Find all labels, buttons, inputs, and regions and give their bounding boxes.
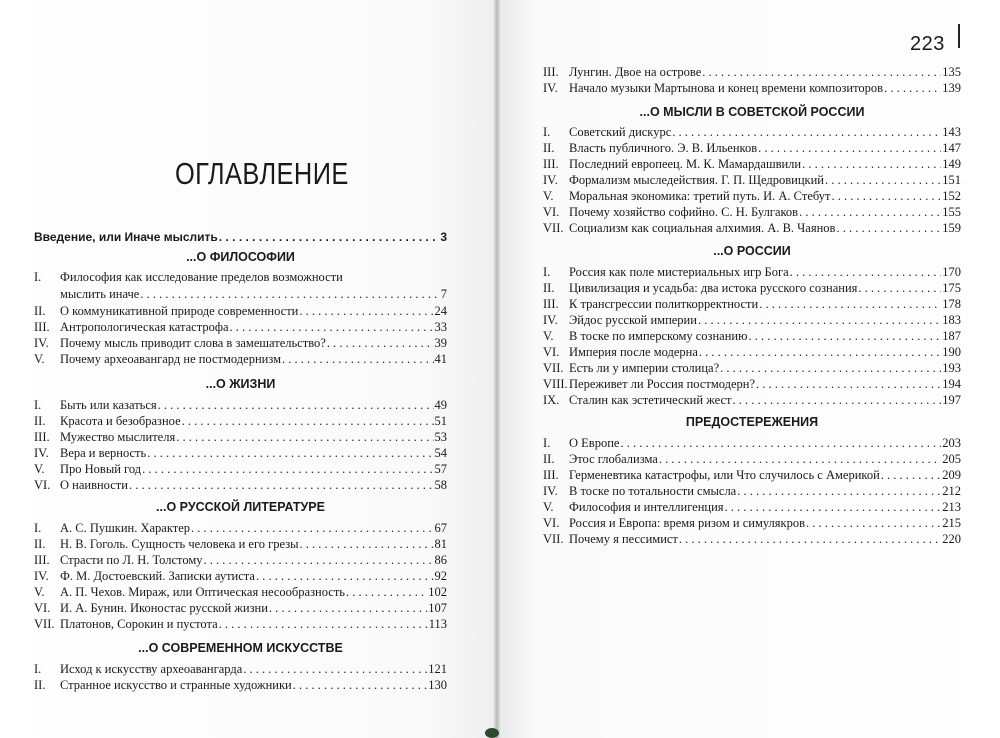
leader-dots	[230, 319, 434, 335]
toc-entry	[34, 677, 447, 693]
entry-number: IV.	[34, 569, 49, 583]
leader-dots	[884, 80, 941, 96]
leader-dots	[129, 477, 434, 493]
entry-title: Вера и верность	[60, 446, 147, 460]
section-heading: ПРЕДОСТЕРЕЖЕНИЯ	[685, 415, 819, 429]
toc-entry	[34, 536, 447, 552]
entry-title: Сталин как эстетический жест	[569, 393, 732, 407]
section-heading: ...О СОВРЕМЕННОМ ИСКУССТВЕ	[138, 641, 343, 655]
leader-dots	[140, 286, 439, 302]
entry-page: 39	[434, 336, 447, 350]
toc-entry	[34, 445, 447, 461]
entry-page: 152	[942, 189, 961, 203]
leader-dots	[825, 172, 941, 188]
entry-page: 107	[428, 601, 447, 615]
entry-title: Власть публичного. Э. В. Ильенков	[569, 141, 758, 155]
entry-page: 33	[434, 320, 447, 334]
entry-number: III.	[543, 468, 559, 482]
page-number-rule	[958, 24, 960, 48]
entry-title: Цивилизация и усадьба: два истока русского сознания	[569, 281, 858, 295]
entry-title: О коммуникативной природе современности	[60, 304, 299, 318]
entry-title: Почему я пессимист	[569, 532, 678, 546]
entry-page: 205	[942, 452, 961, 466]
toc-entry	[543, 140, 961, 156]
toc-entry	[34, 600, 447, 616]
leader-dots	[679, 531, 941, 547]
leader-dots	[219, 229, 440, 245]
entry-number: VI.	[543, 345, 560, 359]
entry-page: 147	[942, 141, 961, 155]
toc-entry	[543, 296, 961, 312]
entry-title: Введение, или Иначе мыслить	[34, 230, 218, 244]
entry-number: V.	[543, 500, 554, 514]
toc-entry	[543, 124, 961, 140]
entry-page: 220	[942, 532, 961, 546]
leader-dots	[831, 188, 941, 204]
leader-dots	[142, 461, 433, 477]
leader-dots	[219, 616, 428, 632]
entry-title: Почему хозяйство софийно. С. Н. Булгаков	[569, 205, 799, 219]
leader-dots	[191, 520, 433, 536]
entry-number: III.	[543, 157, 559, 171]
entry-number: IV.	[543, 81, 558, 95]
entry-page: 24	[434, 304, 447, 318]
section-heading: ...О МЫСЛИ В СОВЕТСКОЙ РОССИИ	[639, 105, 865, 119]
entry-page: 86	[434, 553, 447, 567]
toc-entry	[34, 351, 447, 367]
leader-dots	[204, 552, 434, 568]
section-heading: ...О РОССИИ	[713, 244, 791, 258]
ink-blot	[485, 728, 499, 738]
entry-number: IV.	[543, 173, 558, 187]
entry-title: Россия как поле мистериальных игр Бога	[569, 265, 789, 279]
toc-entry	[543, 435, 961, 451]
leader-dots	[759, 296, 941, 312]
entry-title: Эйдос русской империи	[569, 313, 697, 327]
entry-page: 209	[942, 468, 961, 482]
entry-title: О наивности	[60, 478, 128, 492]
entry-page: 151	[942, 173, 961, 187]
toc-entry	[34, 461, 447, 477]
entry-title: Страсти по Л. Н. Толстому	[60, 553, 203, 567]
leader-dots	[881, 467, 941, 483]
entry-page: 135	[942, 65, 961, 79]
leader-dots	[300, 536, 434, 552]
leader-dots	[327, 335, 434, 351]
section-heading: ...О ФИЛОСОФИИ	[186, 250, 295, 264]
toc-entry	[34, 229, 447, 245]
leader-dots	[836, 220, 941, 236]
entry-title: Почему мысль приводит слова в замешательство?	[60, 336, 326, 350]
leader-dots	[790, 264, 942, 280]
entry-title: Империя после модерна	[569, 345, 698, 359]
entry-page: 183	[942, 313, 961, 327]
leader-dots	[147, 445, 433, 461]
leader-dots	[802, 156, 941, 172]
section-heading: ...О РУССКОЙ ЛИТЕРАТУРЕ	[156, 500, 325, 514]
leader-dots	[737, 483, 941, 499]
entry-page: 212	[942, 484, 961, 498]
leader-dots	[748, 328, 941, 344]
leader-dots	[620, 435, 941, 451]
leader-dots	[182, 413, 434, 429]
entry-number: III.	[543, 297, 559, 311]
toc-entry	[34, 303, 447, 319]
entry-page: 81	[434, 537, 447, 551]
entry-number: III.	[543, 65, 559, 79]
toc-entry	[543, 204, 961, 220]
entry-title: Почему археоавангард не постмодернизм	[60, 352, 282, 366]
toc-entry	[34, 616, 447, 632]
entry-title: В тоске по тотальности смысла	[569, 484, 737, 498]
toc-entry	[543, 451, 961, 467]
entry-number: I.	[543, 436, 551, 450]
leader-dots	[256, 568, 434, 584]
entry-title: Исход к искусству археоавангарда	[60, 662, 243, 676]
entry-page: 187	[942, 329, 961, 343]
entry-title: Советский дискурс	[569, 125, 672, 139]
entry-title: Мужество мыслителя	[60, 430, 176, 444]
leader-dots	[282, 351, 433, 367]
toc-entry	[543, 360, 961, 376]
entry-page: 113	[428, 617, 447, 631]
toc-entry	[34, 520, 447, 536]
leader-dots	[299, 303, 433, 319]
leader-dots	[672, 124, 941, 140]
entry-page: 58	[434, 478, 447, 492]
entry-number: VII.	[543, 361, 564, 375]
entry-page: 203	[942, 436, 961, 450]
leader-dots	[293, 677, 428, 693]
entry-title: В тоске по имперскому сознанию	[569, 329, 748, 343]
leader-dots	[699, 344, 941, 360]
entry-page: 51	[434, 414, 447, 428]
entry-title: О Европе	[569, 436, 620, 450]
entry-number: VIII.	[543, 377, 568, 391]
entry-number: II.	[34, 414, 46, 428]
entry-number: I.	[543, 265, 551, 279]
toc-entry	[34, 335, 447, 351]
entry-number: V.	[543, 329, 554, 343]
leader-dots	[659, 451, 941, 467]
entry-page: 178	[942, 297, 961, 311]
entry-title: Есть ли у империи столица?	[569, 361, 720, 375]
entry-page: 41	[434, 352, 447, 366]
entry-number: IX.	[543, 393, 560, 407]
toc-entry	[543, 220, 961, 236]
entry-number: VII.	[543, 532, 564, 546]
entry-page: 7	[440, 287, 447, 301]
entry-page: 213	[942, 500, 961, 514]
entry-title: И. А. Бунин. Иконостас русской жизни	[60, 601, 268, 615]
entry-number: II.	[34, 537, 46, 551]
entry-page: 121	[428, 662, 447, 676]
entry-page: 57	[434, 462, 447, 476]
entry-number: V.	[34, 352, 45, 366]
entry-title: Лунгин. Двое на острове	[569, 65, 702, 79]
entry-title: Философия как исследование пределов возможности	[60, 270, 343, 284]
entry-number: II.	[543, 452, 555, 466]
entry-title: Последний европеец. М. К. Мамардашвили	[569, 157, 802, 171]
toc-entry	[34, 319, 447, 335]
toc-entry	[543, 264, 961, 280]
entry-title: К трансгрессии политкорректности	[569, 297, 759, 311]
entry-number: VII.	[34, 617, 55, 631]
entry-title: Начало музыки Мартынова и конец времени композиторов	[569, 81, 884, 95]
entry-number: II.	[34, 678, 46, 692]
toc-entry	[543, 188, 961, 204]
leader-dots	[758, 140, 941, 156]
entry-number: VI.	[543, 205, 560, 219]
entry-page: 102	[428, 585, 447, 599]
entry-page: 54	[434, 446, 447, 460]
entry-number: III.	[34, 320, 50, 334]
toc-entry	[34, 286, 447, 302]
leader-dots	[176, 429, 433, 445]
entry-number: III.	[34, 430, 50, 444]
entry-number: II.	[543, 141, 555, 155]
entry-page: 159	[942, 221, 961, 235]
entry-page: 92	[434, 569, 447, 583]
leader-dots	[806, 515, 941, 531]
entry-page: 190	[942, 345, 961, 359]
entry-number: V.	[34, 462, 45, 476]
entry-title: Красота и безобразное	[60, 414, 181, 428]
toc-entry	[34, 552, 447, 568]
toc-entry	[543, 344, 961, 360]
entry-page: 53	[434, 430, 447, 444]
toc-entry	[543, 467, 961, 483]
toc-entry	[543, 328, 961, 344]
leader-dots	[698, 312, 941, 328]
leader-dots	[269, 600, 427, 616]
entry-page: 49	[434, 398, 447, 412]
toc-entry	[543, 483, 961, 499]
toc-entry	[543, 499, 961, 515]
entry-page: 215	[942, 516, 961, 530]
entry-number: I.	[543, 125, 551, 139]
leader-dots	[346, 584, 427, 600]
entry-number: IV.	[543, 484, 558, 498]
entry-title: А. П. Чехов. Мираж, или Оптическая несообразность	[60, 585, 345, 599]
entry-page: 139	[942, 81, 961, 95]
entry-title: Про Новый год	[60, 462, 142, 476]
leader-dots	[702, 64, 941, 80]
entry-number: VI.	[34, 478, 51, 492]
leader-dots	[756, 376, 941, 392]
entry-title: Герменевтика катастрофы, или Что случилось с Америкой	[569, 468, 880, 482]
leader-dots	[725, 499, 942, 515]
entry-number: VI.	[543, 516, 560, 530]
leader-dots	[733, 392, 942, 408]
entry-number: V.	[34, 585, 45, 599]
toc-entry	[34, 413, 447, 429]
entry-number: III.	[34, 553, 50, 567]
toc-entry	[543, 376, 961, 392]
entry-page: 130	[428, 678, 447, 692]
entry-number: I.	[34, 662, 42, 676]
entry-page: 197	[942, 393, 961, 407]
toc-entry	[543, 280, 961, 296]
entry-title: Философия и интеллигенция	[569, 500, 724, 514]
toc-entry	[543, 64, 961, 80]
toc-entry	[543, 312, 961, 328]
toc-entry	[543, 172, 961, 188]
entry-title: мыслить иначе	[60, 287, 140, 301]
entry-number: V.	[543, 189, 554, 203]
entry-title: Быть или казаться	[60, 398, 157, 412]
entry-title: А. С. Пушкин. Характер	[60, 521, 191, 535]
entry-number: VII.	[543, 221, 564, 235]
toc-entry	[543, 531, 961, 547]
toc-entry	[34, 429, 447, 445]
entry-title: Моральная экономика: третий путь. И. А. Стебут	[569, 189, 831, 203]
entry-page: 175	[942, 281, 961, 295]
entry-title: Формализм мыследействия. Г. П. Щедровицкий	[569, 173, 824, 187]
toc-entry	[543, 156, 961, 172]
page-number: 223	[910, 33, 945, 55]
entry-number: IV.	[34, 336, 49, 350]
entry-title-line1	[34, 269, 343, 285]
leader-dots	[799, 204, 941, 220]
entry-page: 149	[942, 157, 961, 171]
leader-dots	[243, 661, 427, 677]
entry-number: I.	[34, 398, 42, 412]
entry-number: II.	[34, 304, 46, 318]
toc-entry	[34, 568, 447, 584]
toc-entry	[543, 392, 961, 408]
entry-page: 170	[942, 265, 961, 279]
entry-page: 155	[942, 205, 961, 219]
entry-page: 143	[942, 125, 961, 139]
section-heading: ...О ЖИЗНИ	[205, 377, 276, 391]
entry-title: Россия и Европа: время ризом и симулякров	[569, 516, 806, 530]
toc-entry	[34, 584, 447, 600]
entry-number: I.	[34, 270, 42, 284]
entry-page: 3	[440, 230, 447, 244]
toc-title: ОГЛАВЛЕНИЕ	[175, 156, 349, 191]
entry-title: Странное искусство и странные художники	[60, 678, 292, 692]
book-gutter	[494, 0, 500, 738]
entry-title: Н. В. Гоголь. Сущность человека и его грезы	[60, 537, 299, 551]
entry-page: 67	[434, 521, 447, 535]
entry-number: I.	[34, 521, 42, 535]
toc-entry	[34, 661, 447, 677]
entry-page: 194	[942, 377, 961, 391]
entry-number: II.	[543, 281, 555, 295]
entry-title: Платонов, Сорокин и пустота	[60, 617, 218, 631]
toc-entry	[543, 515, 961, 531]
toc-entry	[34, 397, 447, 413]
toc-entry	[543, 80, 961, 96]
entry-number: IV.	[543, 313, 558, 327]
toc-entry	[34, 477, 447, 493]
entry-title: Этос глобализма	[569, 452, 658, 466]
leader-dots	[858, 280, 941, 296]
entry-title: Ф. М. Достоевский. Записки аутиста	[60, 569, 255, 583]
entry-title: Антропологическая катастрофа	[60, 320, 229, 334]
entry-title: Переживет ли Россия постмодерн?	[569, 377, 756, 391]
entry-title: Социализм как социальная алхимия. А. В. Чаянов	[569, 221, 836, 235]
entry-number: VI.	[34, 601, 51, 615]
entry-page: 193	[942, 361, 961, 375]
entry-number: IV.	[34, 446, 49, 460]
leader-dots	[720, 360, 941, 376]
leader-dots	[158, 397, 434, 413]
